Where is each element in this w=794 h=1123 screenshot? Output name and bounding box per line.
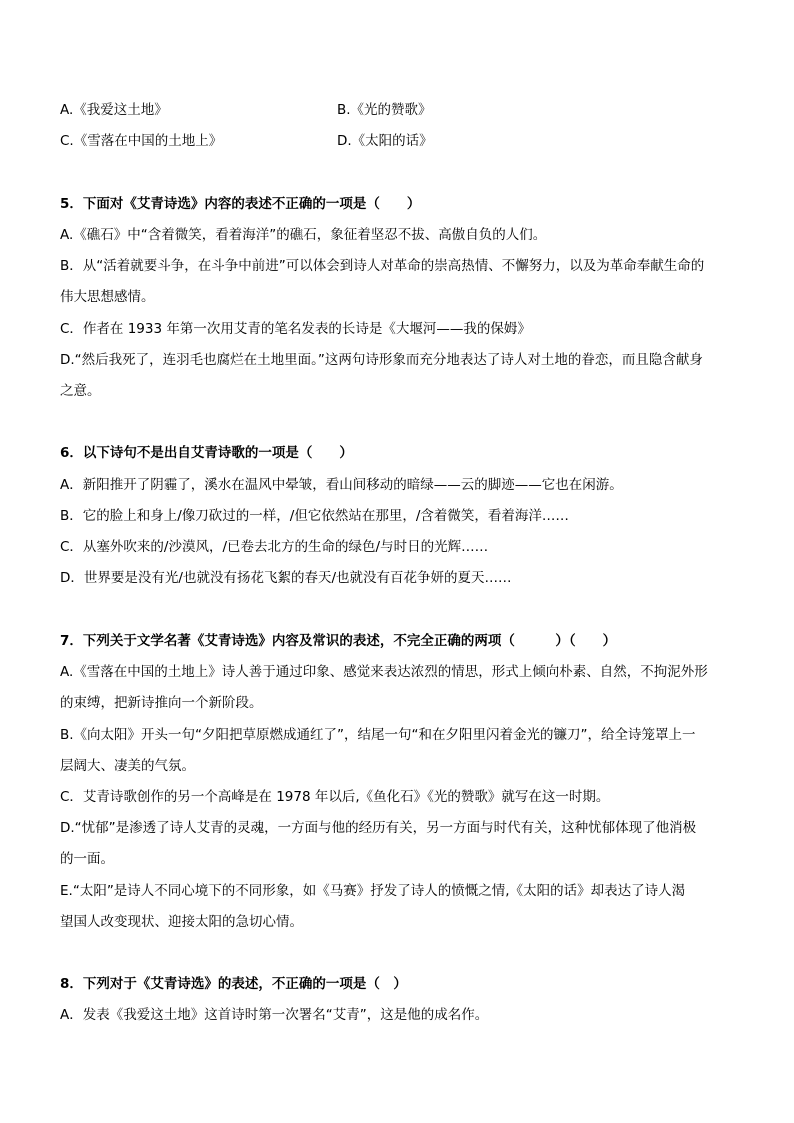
q7-line-3: B.《向太阳》开头一句“夕阳把草原燃成通红了”，结尾一句“和在夕阳里闪着金光的镰刀”，给全诗笼罩上一: [60, 727, 696, 743]
q7-line-4: 层阔大、凄美的气氛。: [60, 758, 195, 774]
q7-line-1: A.《雪落在中国的土地上》诗人善于通过印象、感觉来表达浓烈的情思，形式上倾向朴素、自然，不拘泥外形: [60, 664, 708, 680]
q4-option-a: A.《我爱这土地》: [60, 102, 168, 118]
q7-line-8: E.“太阳”是诗人不同心境下的不同形象，如《马赛》抒发了诗人的愤慨之情,《太阳的话》却表达了诗人渴: [60, 883, 686, 899]
q5-line-3: 伟大思想感情。: [60, 289, 155, 305]
q7-line-7: 的一面。: [60, 851, 114, 867]
q7-line-9: 望国人改变现状、迎接太阳的急切心情。: [60, 914, 303, 930]
q7-line-5: C．艾青诗歌创作的另一个高峰是在 1978 年以后,《鱼化石》《光的赞歌》就写在这一时期。: [60, 789, 610, 805]
q7-line-6: D.“忧郁”是渗透了诗人艾青的灵魂，一方面与他的经历有关，另一方面与时代有关，这种忧郁体现了他消极: [60, 820, 697, 836]
q7-title: 7．下列关于文学名著《艾青诗选》内容及常识的表述，不完全正确的两项（ ）（ ）: [60, 633, 617, 649]
q6-line-3: C．从塞外吹来的/沙漠风，/已卷去北方的生命的绿色/与时日的光辉……: [60, 539, 489, 555]
q5-line-5: D.“然后我死了，连羽毛也腐烂在土地里面。”这两句诗形象而充分地表达了诗人对土地的眷恋，而且隐含献身: [60, 352, 703, 368]
q4-option-c: C.《雪落在中国的土地上》: [60, 133, 223, 149]
q6-title: 6．以下诗句不是出自艾青诗歌的一项是（ ）: [60, 445, 353, 461]
q5-line-4: C．作者在 1933 年第一次用艾青的笔名发表的长诗是《大堰河——我的保姆》: [60, 321, 531, 337]
q6-line-2: B．它的脸上和身上/像刀砍过的一样，/但它依然站在那里，/含着微笑，看着海洋……: [60, 508, 569, 524]
q8-line-1: A．发表《我爱这土地》这首诗时第一次署名“艾青”，这是他的成名作。: [60, 1007, 489, 1023]
q6-line-4: D．世界要是没有光/也就没有扬花飞絮的春天/也就没有百花争妍的夏天……: [60, 570, 512, 586]
q5-title: 5．下面对《艾青诗选》内容的表述不正确的一项是（ ）: [60, 196, 421, 212]
q8-title: 8．下列对于《艾青诗选》的表述，不正确的一项是（ ）: [60, 976, 407, 992]
q6-line-1: A．新阳推开了阴霾了，溪水在温风中晕皱，看山间移动的暗绿——云的脚迹——它也在闲游。: [60, 477, 623, 493]
q5-line-1: A.《礁石》中“含着微笑，看着海洋”的礁石，象征着坚忍不拔、高傲自负的人们。: [60, 227, 547, 243]
q5-line-6: 之意。: [60, 383, 101, 399]
q4-option-b: B.《光的赞歌》: [337, 102, 432, 118]
q7-line-2: 的束缚，把新诗推向一个新阶段。: [60, 695, 263, 711]
q5-line-2: B．从“活着就要斗争，在斗争中前进”可以体会到诗人对革命的崇高热情、不懈努力，以及为革命奉献生命的: [60, 258, 705, 274]
q4-option-d: D.《太阳的话》: [337, 133, 433, 149]
